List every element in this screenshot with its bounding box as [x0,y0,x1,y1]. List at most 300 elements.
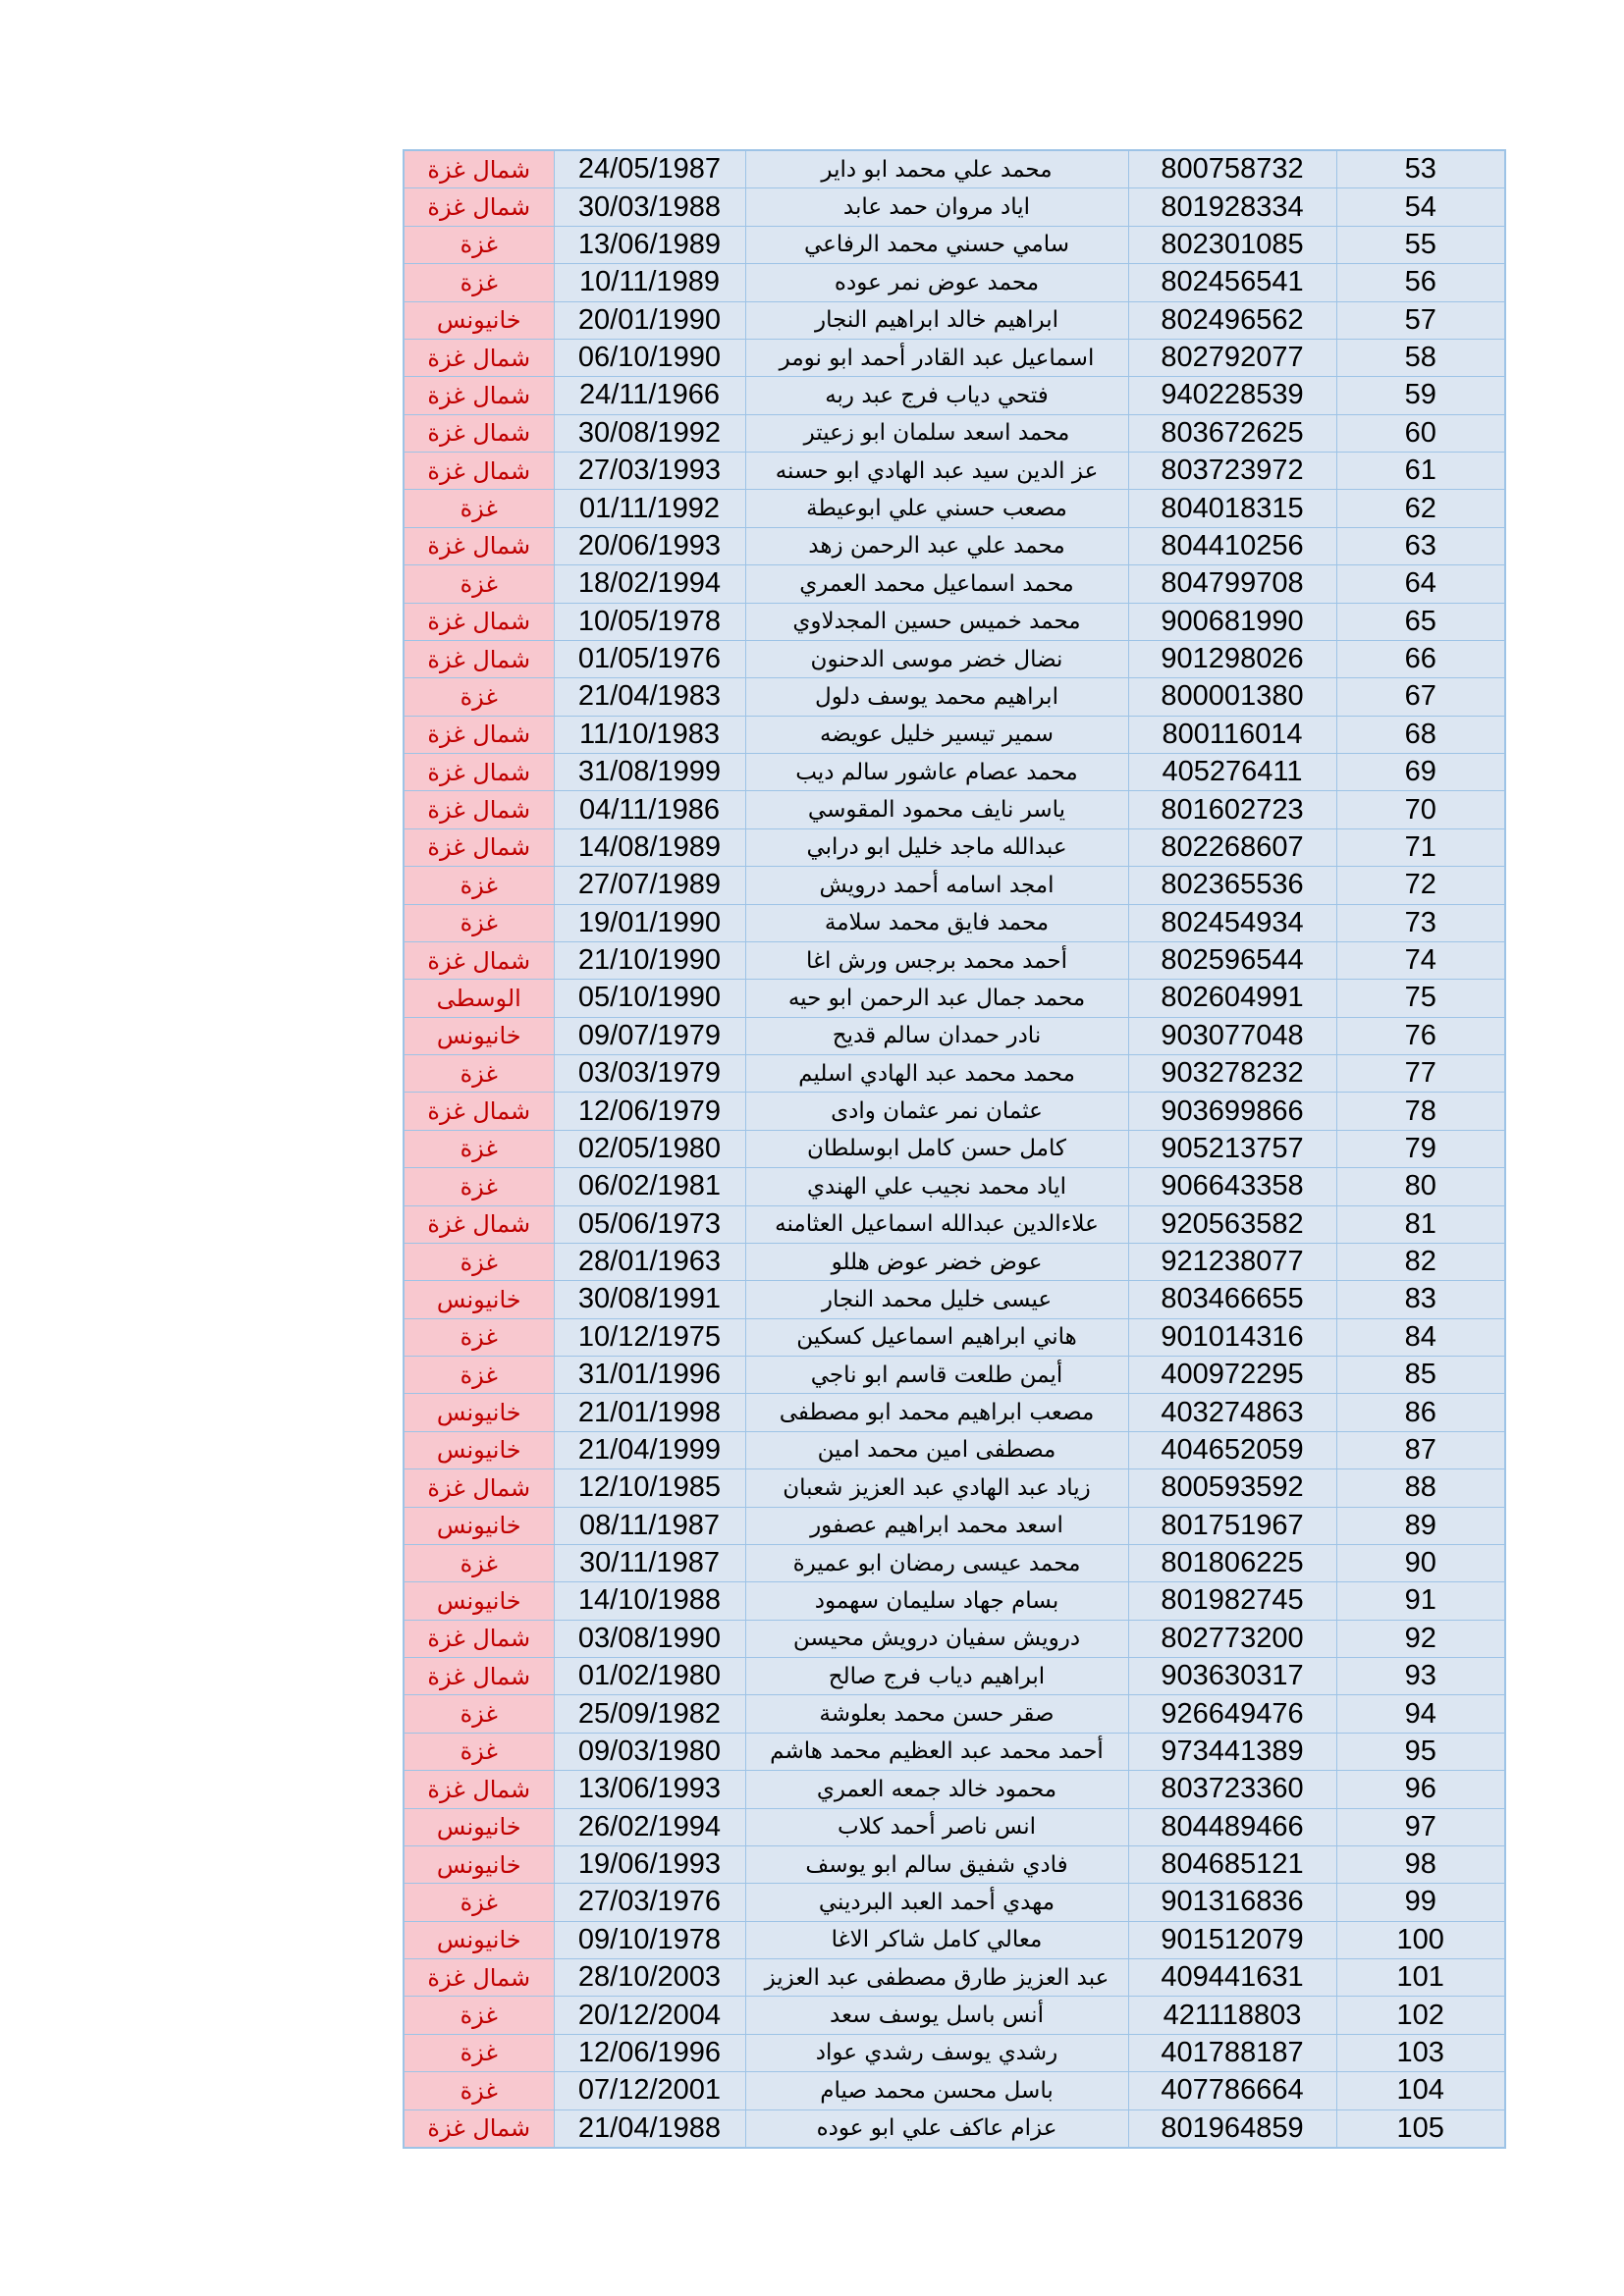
row-number-cell: 58 [1336,339,1505,376]
id-number-cell: 803672625 [1128,414,1336,452]
id-number-cell: 404652059 [1128,1431,1336,1468]
region-cell: غزة [404,490,554,527]
table-row [404,2109,1505,2148]
row-number-cell: 63 [1336,527,1505,564]
full-name-cell: باسل محسن محمد صيام [745,2072,1128,2109]
birth-date-cell: 13/06/1993 [554,1771,745,1808]
birth-date-cell: 30/08/1992 [554,414,745,452]
table-row [404,941,1505,979]
table-row [404,603,1505,640]
birth-date-cell: 19/01/1990 [554,904,745,941]
id-number-cell: 802268607 [1128,828,1336,866]
id-number-cell: 803723360 [1128,1771,1336,1808]
row-number-cell: 64 [1336,565,1505,603]
birth-date-cell: 01/11/1992 [554,490,745,527]
row-number-cell: 54 [1336,188,1505,226]
region-cell: الوسطى [404,980,554,1017]
id-number-cell: 802596544 [1128,941,1336,979]
region-cell: غزة [404,1130,554,1167]
records-sheet [403,149,1504,2149]
row-number-cell: 53 [1336,150,1505,188]
table-row [404,904,1505,941]
id-number-cell: 803466655 [1128,1281,1336,1318]
birth-date-cell: 30/08/1991 [554,1281,745,1318]
full-name-cell: كامل حسن كامل ابوسلطان [745,1130,1128,1167]
region-cell: شمال غزة [404,791,554,828]
full-name-cell: محمد جمال عبد الرحمن ابو حيه [745,980,1128,1017]
row-number-cell: 74 [1336,941,1505,979]
birth-date-cell: 12/06/1996 [554,2034,745,2071]
table-row [404,188,1505,226]
records-table [403,149,1506,2149]
full-name-cell: عزام عاكف علي ابو عوده [745,2109,1128,2148]
table-row [404,754,1505,791]
region-cell: شمال غزة [404,1959,554,1997]
row-number-cell: 105 [1336,2109,1505,2148]
row-number-cell: 94 [1336,1695,1505,1733]
row-number-cell: 57 [1336,301,1505,339]
birth-date-cell: 04/11/1986 [554,791,745,828]
full-name-cell: نادر حمدان سالم قديح [745,1017,1128,1054]
region-cell: خانيونس [404,1431,554,1468]
id-number-cell: 401788187 [1128,2034,1336,2071]
row-number-cell: 65 [1336,603,1505,640]
table-row [404,640,1505,677]
birth-date-cell: 03/08/1990 [554,1620,745,1657]
birth-date-cell: 11/10/1983 [554,716,745,753]
region-cell: غزة [404,904,554,941]
table-row [404,1921,1505,1958]
full-name-cell: امجد اسامه أحمد درويش [745,867,1128,904]
region-cell: شمال غزة [404,527,554,564]
birth-date-cell: 30/11/1987 [554,1544,745,1581]
row-number-cell: 78 [1336,1093,1505,1130]
row-number-cell: 101 [1336,1959,1505,1997]
table-row [404,1093,1505,1130]
row-number-cell: 79 [1336,1130,1505,1167]
row-number-cell: 75 [1336,980,1505,1017]
table-row [404,2072,1505,2109]
table-row [404,867,1505,904]
table-row [404,1808,1505,1845]
birth-date-cell: 28/10/2003 [554,1959,745,1997]
full-name-cell: عيسى خليل محمد النجار [745,1281,1128,1318]
region-cell: غزة [404,678,554,716]
region-cell: شمال غزة [404,2109,554,2148]
full-name-cell: مصطفى امين محمد امين [745,1431,1128,1468]
table-row [404,1318,1505,1356]
full-name-cell: علاءالدين عبدالله اسماعيل العثامنه [745,1205,1128,1243]
region-cell: شمال غزة [404,1620,554,1657]
row-number-cell: 62 [1336,490,1505,527]
full-name-cell: ابراهيم خالد ابراهيم النجار [745,301,1128,339]
full-name-cell: محمد عيسى رمضان ابو عميرة [745,1544,1128,1581]
region-cell: غزة [404,1318,554,1356]
id-number-cell: 804410256 [1128,527,1336,564]
birth-date-cell: 24/05/1987 [554,150,745,188]
row-number-cell: 93 [1336,1658,1505,1695]
table-row [404,1544,1505,1581]
full-name-cell: مصعب ابراهيم محمد ابو مصطفى [745,1394,1128,1431]
row-number-cell: 81 [1336,1205,1505,1243]
id-number-cell: 804685121 [1128,1845,1336,1883]
table-row [404,1582,1505,1620]
row-number-cell: 99 [1336,1884,1505,1921]
row-number-cell: 83 [1336,1281,1505,1318]
row-number-cell: 96 [1336,1771,1505,1808]
full-name-cell: أنس باسل يوسف سعد [745,1997,1128,2034]
full-name-cell: بسام جهاد سليمان سهمود [745,1582,1128,1620]
birth-date-cell: 10/05/1978 [554,603,745,640]
region-cell: غزة [404,1695,554,1733]
row-number-cell: 71 [1336,828,1505,866]
region-cell: خانيونس [404,301,554,339]
id-number-cell: 802773200 [1128,1620,1336,1657]
full-name-cell: زياد عبد الهادي عبد العزيز شعبان [745,1469,1128,1507]
region-cell: شمال غزة [404,640,554,677]
region-cell: غزة [404,226,554,263]
id-number-cell: 903278232 [1128,1055,1336,1093]
id-number-cell: 926649476 [1128,1695,1336,1733]
full-name-cell: عبد العزيز طارق مصطفى عبد العزيز [745,1959,1128,1997]
full-name-cell: محمد علي محمد ابو داير [745,150,1128,188]
full-name-cell: صقر حسن محمد بعلوشة [745,1695,1128,1733]
region-cell: شمال غزة [404,377,554,414]
row-number-cell: 97 [1336,1808,1505,1845]
table-row [404,1997,1505,2034]
id-number-cell: 973441389 [1128,1733,1336,1770]
table-row [404,150,1505,188]
birth-date-cell: 08/11/1987 [554,1507,745,1544]
region-cell: غزة [404,1168,554,1205]
table-row [404,1695,1505,1733]
birth-date-cell: 25/09/1982 [554,1695,745,1733]
region-cell: شمال غزة [404,1771,554,1808]
birth-date-cell: 28/01/1963 [554,1243,745,1280]
region-cell: خانيونس [404,1808,554,1845]
row-number-cell: 70 [1336,791,1505,828]
id-number-cell: 921238077 [1128,1243,1336,1280]
table-row [404,1620,1505,1657]
birth-date-cell: 03/03/1979 [554,1055,745,1093]
birth-date-cell: 21/04/1999 [554,1431,745,1468]
full-name-cell: محمد علي عبد الرحمن زهد [745,527,1128,564]
region-cell: غزة [404,1357,554,1394]
birth-date-cell: 30/03/1988 [554,188,745,226]
id-number-cell: 400972295 [1128,1357,1336,1394]
full-name-cell: عز الدين سيد عبد الهادي ابو حسنه [745,453,1128,490]
id-number-cell: 940228539 [1128,377,1336,414]
birth-date-cell: 06/02/1981 [554,1168,745,1205]
birth-date-cell: 09/10/1978 [554,1921,745,1958]
birth-date-cell: 06/10/1990 [554,339,745,376]
table-row [404,1771,1505,1808]
full-name-cell: أحمد محمد عبد العظيم محمد هاشم [745,1733,1128,1770]
region-cell: خانيونس [404,1017,554,1054]
id-number-cell: 900681990 [1128,603,1336,640]
birth-date-cell: 13/06/1989 [554,226,745,263]
region-cell: غزة [404,1997,554,2034]
birth-date-cell: 05/06/1973 [554,1205,745,1243]
table-row [404,716,1505,753]
id-number-cell: 802604991 [1128,980,1336,1017]
table-row [404,1884,1505,1921]
birth-date-cell: 20/06/1993 [554,527,745,564]
table-row [404,1357,1505,1394]
full-name-cell: عثمان نمر عثمان وادى [745,1093,1128,1130]
id-number-cell: 901316836 [1128,1884,1336,1921]
table-row [404,1017,1505,1054]
id-number-cell: 906643358 [1128,1168,1336,1205]
region-cell: شمال غزة [404,828,554,866]
table-row [404,1959,1505,1997]
region-cell: شمال غزة [404,1658,554,1695]
row-number-cell: 66 [1336,640,1505,677]
id-number-cell: 803723972 [1128,453,1336,490]
table-row [404,264,1505,301]
id-number-cell: 421118803 [1128,1997,1336,2034]
row-number-cell: 59 [1336,377,1505,414]
id-number-cell: 920563582 [1128,1205,1336,1243]
row-number-cell: 68 [1336,716,1505,753]
region-cell: شمال غزة [404,339,554,376]
region-cell: غزة [404,2034,554,2071]
id-number-cell: 802365536 [1128,867,1336,904]
birth-date-cell: 09/03/1980 [554,1733,745,1770]
birth-date-cell: 31/08/1999 [554,754,745,791]
table-row [404,226,1505,263]
full-name-cell: مصعب حسني علي ابوعيطة [745,490,1128,527]
table-row [404,490,1505,527]
table-row [404,1055,1505,1093]
birth-date-cell: 31/01/1996 [554,1357,745,1394]
table-row [404,1658,1505,1695]
id-number-cell: 407786664 [1128,2072,1336,2109]
row-number-cell: 100 [1336,1921,1505,1958]
birth-date-cell: 07/12/2001 [554,2072,745,2109]
table-row [404,1394,1505,1431]
birth-date-cell: 09/07/1979 [554,1017,745,1054]
table-row [404,980,1505,1017]
birth-date-cell: 27/03/1993 [554,453,745,490]
birth-date-cell: 18/02/1994 [554,565,745,603]
region-cell: شمال غزة [404,716,554,753]
full-name-cell: درويش سفيان درويش محيسن [745,1620,1128,1657]
id-number-cell: 901014316 [1128,1318,1336,1356]
row-number-cell: 88 [1336,1469,1505,1507]
records-table-body [404,150,1505,2148]
id-number-cell: 802301085 [1128,226,1336,263]
region-cell: شمال غزة [404,1093,554,1130]
row-number-cell: 95 [1336,1733,1505,1770]
row-number-cell: 55 [1336,226,1505,263]
id-number-cell: 905213757 [1128,1130,1336,1167]
row-number-cell: 104 [1336,2072,1505,2109]
id-number-cell: 801964859 [1128,2109,1336,2148]
row-number-cell: 77 [1336,1055,1505,1093]
full-name-cell: نضال خضر موسى الدحنون [745,640,1128,677]
row-number-cell: 82 [1336,1243,1505,1280]
row-number-cell: 69 [1336,754,1505,791]
region-cell: غزة [404,264,554,301]
row-number-cell: 86 [1336,1394,1505,1431]
table-row [404,1733,1505,1770]
full-name-cell: عوض خضر عوض هللو [745,1243,1128,1280]
region-cell: شمال غزة [404,603,554,640]
row-number-cell: 67 [1336,678,1505,716]
region-cell: غزة [404,565,554,603]
id-number-cell: 409441631 [1128,1959,1336,1997]
id-number-cell: 802456541 [1128,264,1336,301]
birth-date-cell: 01/02/1980 [554,1658,745,1695]
table-row [404,527,1505,564]
id-number-cell: 800001380 [1128,678,1336,716]
full-name-cell: أحمد محمد برجس ورش اغا [745,941,1128,979]
id-number-cell: 802496562 [1128,301,1336,339]
birth-date-cell: 20/12/2004 [554,1997,745,2034]
id-number-cell: 802792077 [1128,339,1336,376]
table-row [404,377,1505,414]
id-number-cell: 800116014 [1128,716,1336,753]
table-row [404,339,1505,376]
birth-date-cell: 21/04/1988 [554,2109,745,2148]
birth-date-cell: 20/01/1990 [554,301,745,339]
region-cell: شمال غزة [404,1469,554,1507]
id-number-cell: 901298026 [1128,640,1336,677]
region-cell: شمال غزة [404,941,554,979]
region-cell: خانيونس [404,1921,554,1958]
id-number-cell: 801751967 [1128,1507,1336,1544]
id-number-cell: 903077048 [1128,1017,1336,1054]
birth-date-cell: 10/11/1989 [554,264,745,301]
birth-date-cell: 21/01/1998 [554,1394,745,1431]
birth-date-cell: 21/10/1990 [554,941,745,979]
table-row [404,678,1505,716]
id-number-cell: 804799708 [1128,565,1336,603]
region-cell: غزة [404,1544,554,1581]
full-name-cell: سمير تيسير خليل عويضه [745,716,1128,753]
table-row [404,301,1505,339]
region-cell: شمال غزة [404,188,554,226]
birth-date-cell: 26/02/1994 [554,1808,745,1845]
id-number-cell: 801602723 [1128,791,1336,828]
region-cell: غزة [404,2072,554,2109]
table-row [404,1845,1505,1883]
full-name-cell: معالي كامل شاكر الاغا [745,1921,1128,1958]
row-number-cell: 89 [1336,1507,1505,1544]
id-number-cell: 405276411 [1128,754,1336,791]
full-name-cell: محمد اسماعيل محمد العمري [745,565,1128,603]
full-name-cell: مهدي أحمد العبد البرديني [745,1884,1128,1921]
region-cell: خانيونس [404,1582,554,1620]
birth-date-cell: 12/10/1985 [554,1469,745,1507]
row-number-cell: 102 [1336,1997,1505,2034]
full-name-cell: اياد محمد نجيب علي الهندي [745,1168,1128,1205]
region-cell: خانيونس [404,1845,554,1883]
birth-date-cell: 01/05/1976 [554,640,745,677]
table-row [404,1130,1505,1167]
table-row [404,565,1505,603]
full-name-cell: محمد فايق محمد سلامة [745,904,1128,941]
row-number-cell: 92 [1336,1620,1505,1657]
full-name-cell: ابراهيم محمد يوسف دلول [745,678,1128,716]
region-cell: غزة [404,1243,554,1280]
birth-date-cell: 24/11/1966 [554,377,745,414]
table-row [404,2034,1505,2071]
id-number-cell: 403274863 [1128,1394,1336,1431]
row-number-cell: 72 [1336,867,1505,904]
row-number-cell: 87 [1336,1431,1505,1468]
table-row [404,1205,1505,1243]
full-name-cell: عبدالله ماجد خليل ابو درابي [745,828,1128,866]
full-name-cell: أيمن طلعت قاسم ابو ناجي [745,1357,1128,1394]
table-row [404,1281,1505,1318]
birth-date-cell: 21/04/1983 [554,678,745,716]
region-cell: خانيونس [404,1281,554,1318]
region-cell: شمال غزة [404,414,554,452]
full-name-cell: محمد عصام عاشور سالم ديب [745,754,1128,791]
row-number-cell: 56 [1336,264,1505,301]
id-number-cell: 903630317 [1128,1658,1336,1695]
region-cell: غزة [404,867,554,904]
table-row [404,1469,1505,1507]
row-number-cell: 61 [1336,453,1505,490]
full-name-cell: اياد مروان حمد عابد [745,188,1128,226]
birth-date-cell: 02/05/1980 [554,1130,745,1167]
table-row [404,1168,1505,1205]
birth-date-cell: 10/12/1975 [554,1318,745,1356]
id-number-cell: 804018315 [1128,490,1336,527]
full-name-cell: محمد محمد عبد الهادي اسليم [745,1055,1128,1093]
full-name-cell: انس ناصر أحمد كلاب [745,1808,1128,1845]
row-number-cell: 60 [1336,414,1505,452]
region-cell: غزة [404,1055,554,1093]
row-number-cell: 84 [1336,1318,1505,1356]
birth-date-cell: 27/07/1989 [554,867,745,904]
full-name-cell: اسعد محمد ابراهيم عصفور [745,1507,1128,1544]
table-row [404,414,1505,452]
id-number-cell: 800593592 [1128,1469,1336,1507]
full-name-cell: محمود خالد جمعه العمري [745,1771,1128,1808]
row-number-cell: 103 [1336,2034,1505,2071]
id-number-cell: 903699866 [1128,1093,1336,1130]
full-name-cell: محمد خميس حسين المجدلاوي [745,603,1128,640]
id-number-cell: 800758732 [1128,150,1336,188]
row-number-cell: 76 [1336,1017,1505,1054]
full-name-cell: فتحي دياب فرج عبد ربه [745,377,1128,414]
id-number-cell: 802454934 [1128,904,1336,941]
row-number-cell: 80 [1336,1168,1505,1205]
table-row [404,1431,1505,1468]
full-name-cell: هاني ابراهيم اسماعيل كسكين [745,1318,1128,1356]
birth-date-cell: 27/03/1976 [554,1884,745,1921]
row-number-cell: 85 [1336,1357,1505,1394]
region-cell: خانيونس [404,1507,554,1544]
id-number-cell: 901512079 [1128,1921,1336,1958]
region-cell: شمال غزة [404,754,554,791]
full-name-cell: محمد عوض نمر عوده [745,264,1128,301]
full-name-cell: سامي حسني محمد الرفاعي [745,226,1128,263]
table-row [404,453,1505,490]
full-name-cell: رشدي يوسف رشدي عواد [745,2034,1128,2071]
row-number-cell: 91 [1336,1582,1505,1620]
full-name-cell: اسماعيل عبد القادر أحمد ابو نومر [745,339,1128,376]
full-name-cell: ياسر نايف محمود المقوسي [745,791,1128,828]
table-row [404,828,1505,866]
region-cell: شمال غزة [404,1205,554,1243]
birth-date-cell: 12/06/1979 [554,1093,745,1130]
id-number-cell: 801806225 [1128,1544,1336,1581]
